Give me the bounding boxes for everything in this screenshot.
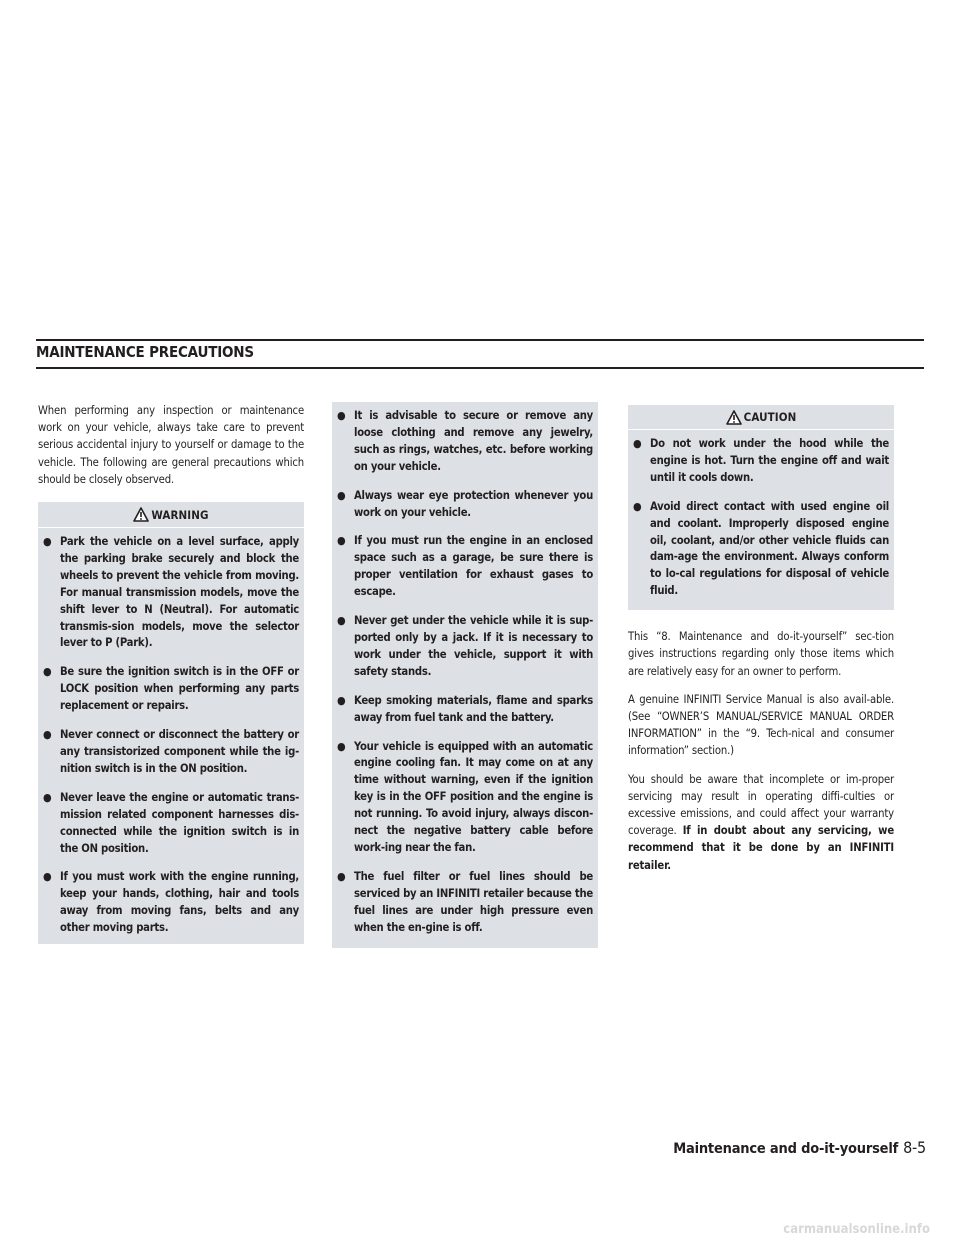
- bullet-icon: ●: [43, 870, 52, 884]
- caution-header: [628, 405, 894, 430]
- warning-box: [38, 502, 304, 944]
- watermark: carmanualsonline.info: [783, 1222, 930, 1237]
- bullet-icon: ●: [337, 693, 346, 707]
- warning-header: [38, 502, 304, 528]
- caution-item: ● Avoid direct contact with used engine oil and coolant. Improperly disposed engine oil, coolant, and/or other vehicle fluids can dam-age the environment. Always conform to lo-cal regulations for disposal of vehicle fluid.: [633, 499, 889, 598]
- warning-icon: [726, 410, 742, 425]
- bullet-icon: ●: [337, 488, 346, 502]
- page-number: 8-5: [903, 1138, 926, 1157]
- warning-item: ● Never connect or disconnect the battery or any transistorized component while the ig-nition switch is in the ON position.: [43, 728, 299, 775]
- bullet-icon: ●: [43, 665, 52, 679]
- paragraph-service-manual: A genuine INFINITI Service Manual is also avail-able. (See “OWNER’S MANUAL/SERVICE MANUAL ORDER INFORMATION” in the “9. Tech-nical and consumer information” section.): [628, 692, 894, 758]
- column-3: [628, 405, 894, 885]
- paragraph-section-scope: This “8. Maintenance and do-it-yourself” sec-tion gives instructions regarding only those items which are relatively easy for an owner to perform.: [628, 630, 894, 678]
- bullet-icon: ●: [43, 728, 52, 742]
- bold-recommendation: If in doubt about any servicing, we recommend that it be done by an INFINITI retailer.: [628, 824, 895, 872]
- bullet-icon: ●: [337, 739, 346, 753]
- warning-item: ● Park the vehicle on a level surface, apply the parking brake securely and block the wheels to prevent the vehicle from moving. For manual transmission models, move the shift lever to N (Neutral). For automatic transmis-sion models, move the selector lever to P (Park).: [43, 535, 299, 650]
- bullet-icon: ●: [337, 409, 346, 422]
- warning-box-continued: [332, 402, 598, 948]
- warning-item: ● Never get under the vehicle while it is sup-ported only by a jack. If it is necessary to work under the vehicle, support it with safety stands.: [337, 614, 593, 678]
- warning-icon: [133, 507, 149, 522]
- warning-item: ● Your vehicle is equipped with an automatic engine cooling fan. It may come on at any time without warning, even if the ignition key is in the OFF position and the engine is not running. To avoid injury, always discon-nect the negative battery cable before work-ing near the fan.: [337, 739, 593, 854]
- warning-item: ● If you must work with the engine running, keep your hands, clothing, hair and tools away from moving fans, belts and any other moving parts.: [43, 870, 299, 935]
- bullet-icon: ●: [337, 614, 346, 628]
- header-rule: [36, 339, 924, 341]
- bullet-icon: ●: [633, 437, 642, 450]
- bullet-icon: ●: [43, 790, 52, 804]
- warning-item: ● Never leave the engine or automatic trans-mission related component harnesses dis-connected while the ignition switch is in the ON position.: [43, 790, 299, 855]
- warning-item: ● Keep smoking materials, flame and sparks away from fuel tank and the battery.: [337, 693, 593, 724]
- warning-item: ● If you must run the engine in an enclosed space such as a garage, be sure there is proper ventilation for exhaust gases to escape.: [337, 534, 593, 599]
- bullet-icon: ●: [337, 534, 346, 548]
- column-2: [332, 402, 598, 948]
- bullet-icon: ●: [337, 869, 346, 883]
- chapter-title: Maintenance and do-it-yourself: [673, 1141, 899, 1157]
- warning-item: ● It is advisable to secure or remove any loose clothing and remove any jewelry, such as rings, watches, etc. before working on your vehicle.: [337, 409, 593, 473]
- warning-title: WARNING: [151, 507, 209, 522]
- section-title: MAINTENANCE PRECAUTIONS: [36, 343, 254, 361]
- warning-item: ● Be sure the ignition switch is in the OFF or LOCK position when performing any parts replacement or repairs.: [43, 665, 299, 713]
- caution-box: [628, 405, 894, 610]
- caution-title: CAUTION: [743, 410, 797, 424]
- column-1: [38, 402, 304, 944]
- warning-item: ● Always wear eye protection whenever you work on your vehicle.: [337, 488, 593, 519]
- bullet-icon: ●: [633, 499, 642, 513]
- warning-item: ● The fuel filter or fuel lines should be serviced by an INFINITI retailer because the fuel lines are under high pressure even when the en-gine is off.: [337, 869, 593, 934]
- paragraph-servicing-advice: You should be aware that incomplete or im-proper servicing may result in operating diffi-culties or excessive emissions, and could affect your warranty coverage. If in doubt about any servicing, we recommend that it be done by an INFINITI retailer.: [628, 772, 895, 872]
- bullet-icon: ●: [43, 535, 52, 549]
- intro-paragraph: When performing any inspection or maintenance work on your vehicle, always take care to prevent serious accidental injury to yourself or damage to the vehicle. The following are general precautions which should be closely observed.: [38, 404, 304, 486]
- section-title-underline: [36, 367, 924, 369]
- page-footer: [673, 1138, 926, 1157]
- caution-item: ● Do not work under the hood while the engine is hot. Turn the engine off and wait until it cools down.: [633, 437, 889, 484]
